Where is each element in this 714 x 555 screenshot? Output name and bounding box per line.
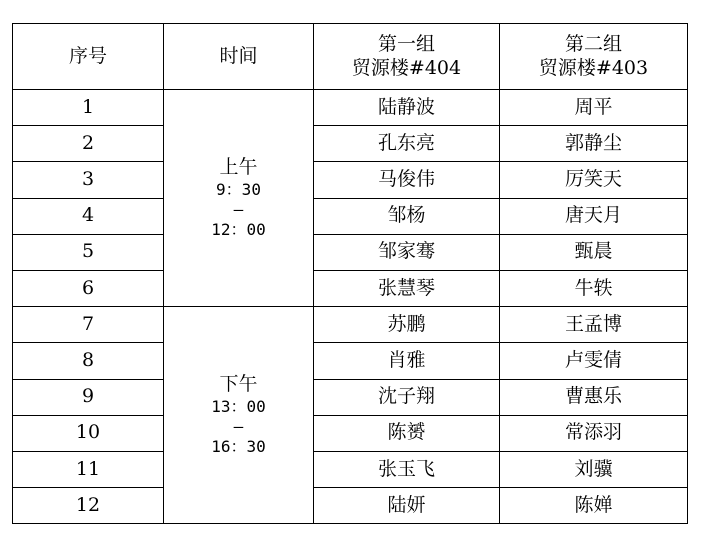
header-group1-room: 贸源楼#404 [351,56,462,79]
table-row [13,270,688,306]
group2-member: 周平 [500,90,688,126]
group2-member: 甄晨 [500,234,688,270]
table-row [13,234,688,270]
row-number: 5 [13,234,164,270]
row-number: 7 [13,307,164,343]
afternoon-time-cell [164,307,314,524]
morning-start: 9：30 [216,179,261,199]
row-number: 12 [13,488,164,524]
row-number: 10 [13,415,164,451]
row-number: 1 [13,90,164,126]
group2-member: 厉笑天 [500,162,688,198]
group2-member: 常添羽 [500,415,688,451]
header-group2 [500,24,688,90]
row-number: 3 [13,162,164,198]
header-group2-name: 第二组 [564,32,622,55]
table-row [13,343,688,379]
morning-time-cell [164,90,314,307]
table-row [13,415,688,451]
header-group2-room: 贸源楼#403 [538,56,649,79]
header-index: 序号 [13,24,164,90]
group1-member: 邹家骞 [314,234,500,270]
header-time: 时间 [164,24,314,90]
group1-member: 邹杨 [314,198,500,234]
group1-member: 苏鹏 [314,307,500,343]
group2-member: 卢雯倩 [500,343,688,379]
afternoon-end: 16：30 [211,437,266,457]
header-row [13,24,688,90]
row-number: 9 [13,379,164,415]
afternoon-label: 下午 [219,373,258,396]
morning-dash: – [233,199,244,219]
schedule-table [12,23,688,524]
morning-label: 上午 [219,156,258,179]
group1-member: 张慧琴 [314,270,500,306]
table-row [13,488,688,524]
group2-member: 王孟博 [500,307,688,343]
row-number: 4 [13,198,164,234]
morning-end: 12：00 [211,219,266,239]
group2-member: 牛轶 [500,270,688,306]
group2-member: 陈婵 [500,488,688,524]
row-number: 6 [13,270,164,306]
table-row [13,162,688,198]
group2-member: 唐天月 [500,198,688,234]
group1-member: 肖雅 [314,343,500,379]
afternoon-start: 13：00 [211,397,266,417]
group1-member: 陈赟 [314,415,500,451]
group1-member: 陆妍 [314,488,500,524]
group2-member: 刘骥 [500,451,688,487]
group1-member: 马俊伟 [314,162,500,198]
table-row [13,379,688,415]
table-row [13,126,688,162]
afternoon-dash: – [233,417,244,437]
table-row [13,198,688,234]
header-group1 [314,24,500,90]
header-group1-name: 第一组 [377,32,435,55]
row-number: 11 [13,451,164,487]
group1-member: 沈子翔 [314,379,500,415]
row-number: 8 [13,343,164,379]
row-number: 2 [13,126,164,162]
table-row [13,90,688,126]
group1-member: 张玉飞 [314,451,500,487]
table-row [13,307,688,343]
group1-member: 孔东亮 [314,126,500,162]
group2-member: 曹惠乐 [500,379,688,415]
group2-member: 郭静尘 [500,126,688,162]
table-row [13,451,688,487]
group1-member: 陆静波 [314,90,500,126]
